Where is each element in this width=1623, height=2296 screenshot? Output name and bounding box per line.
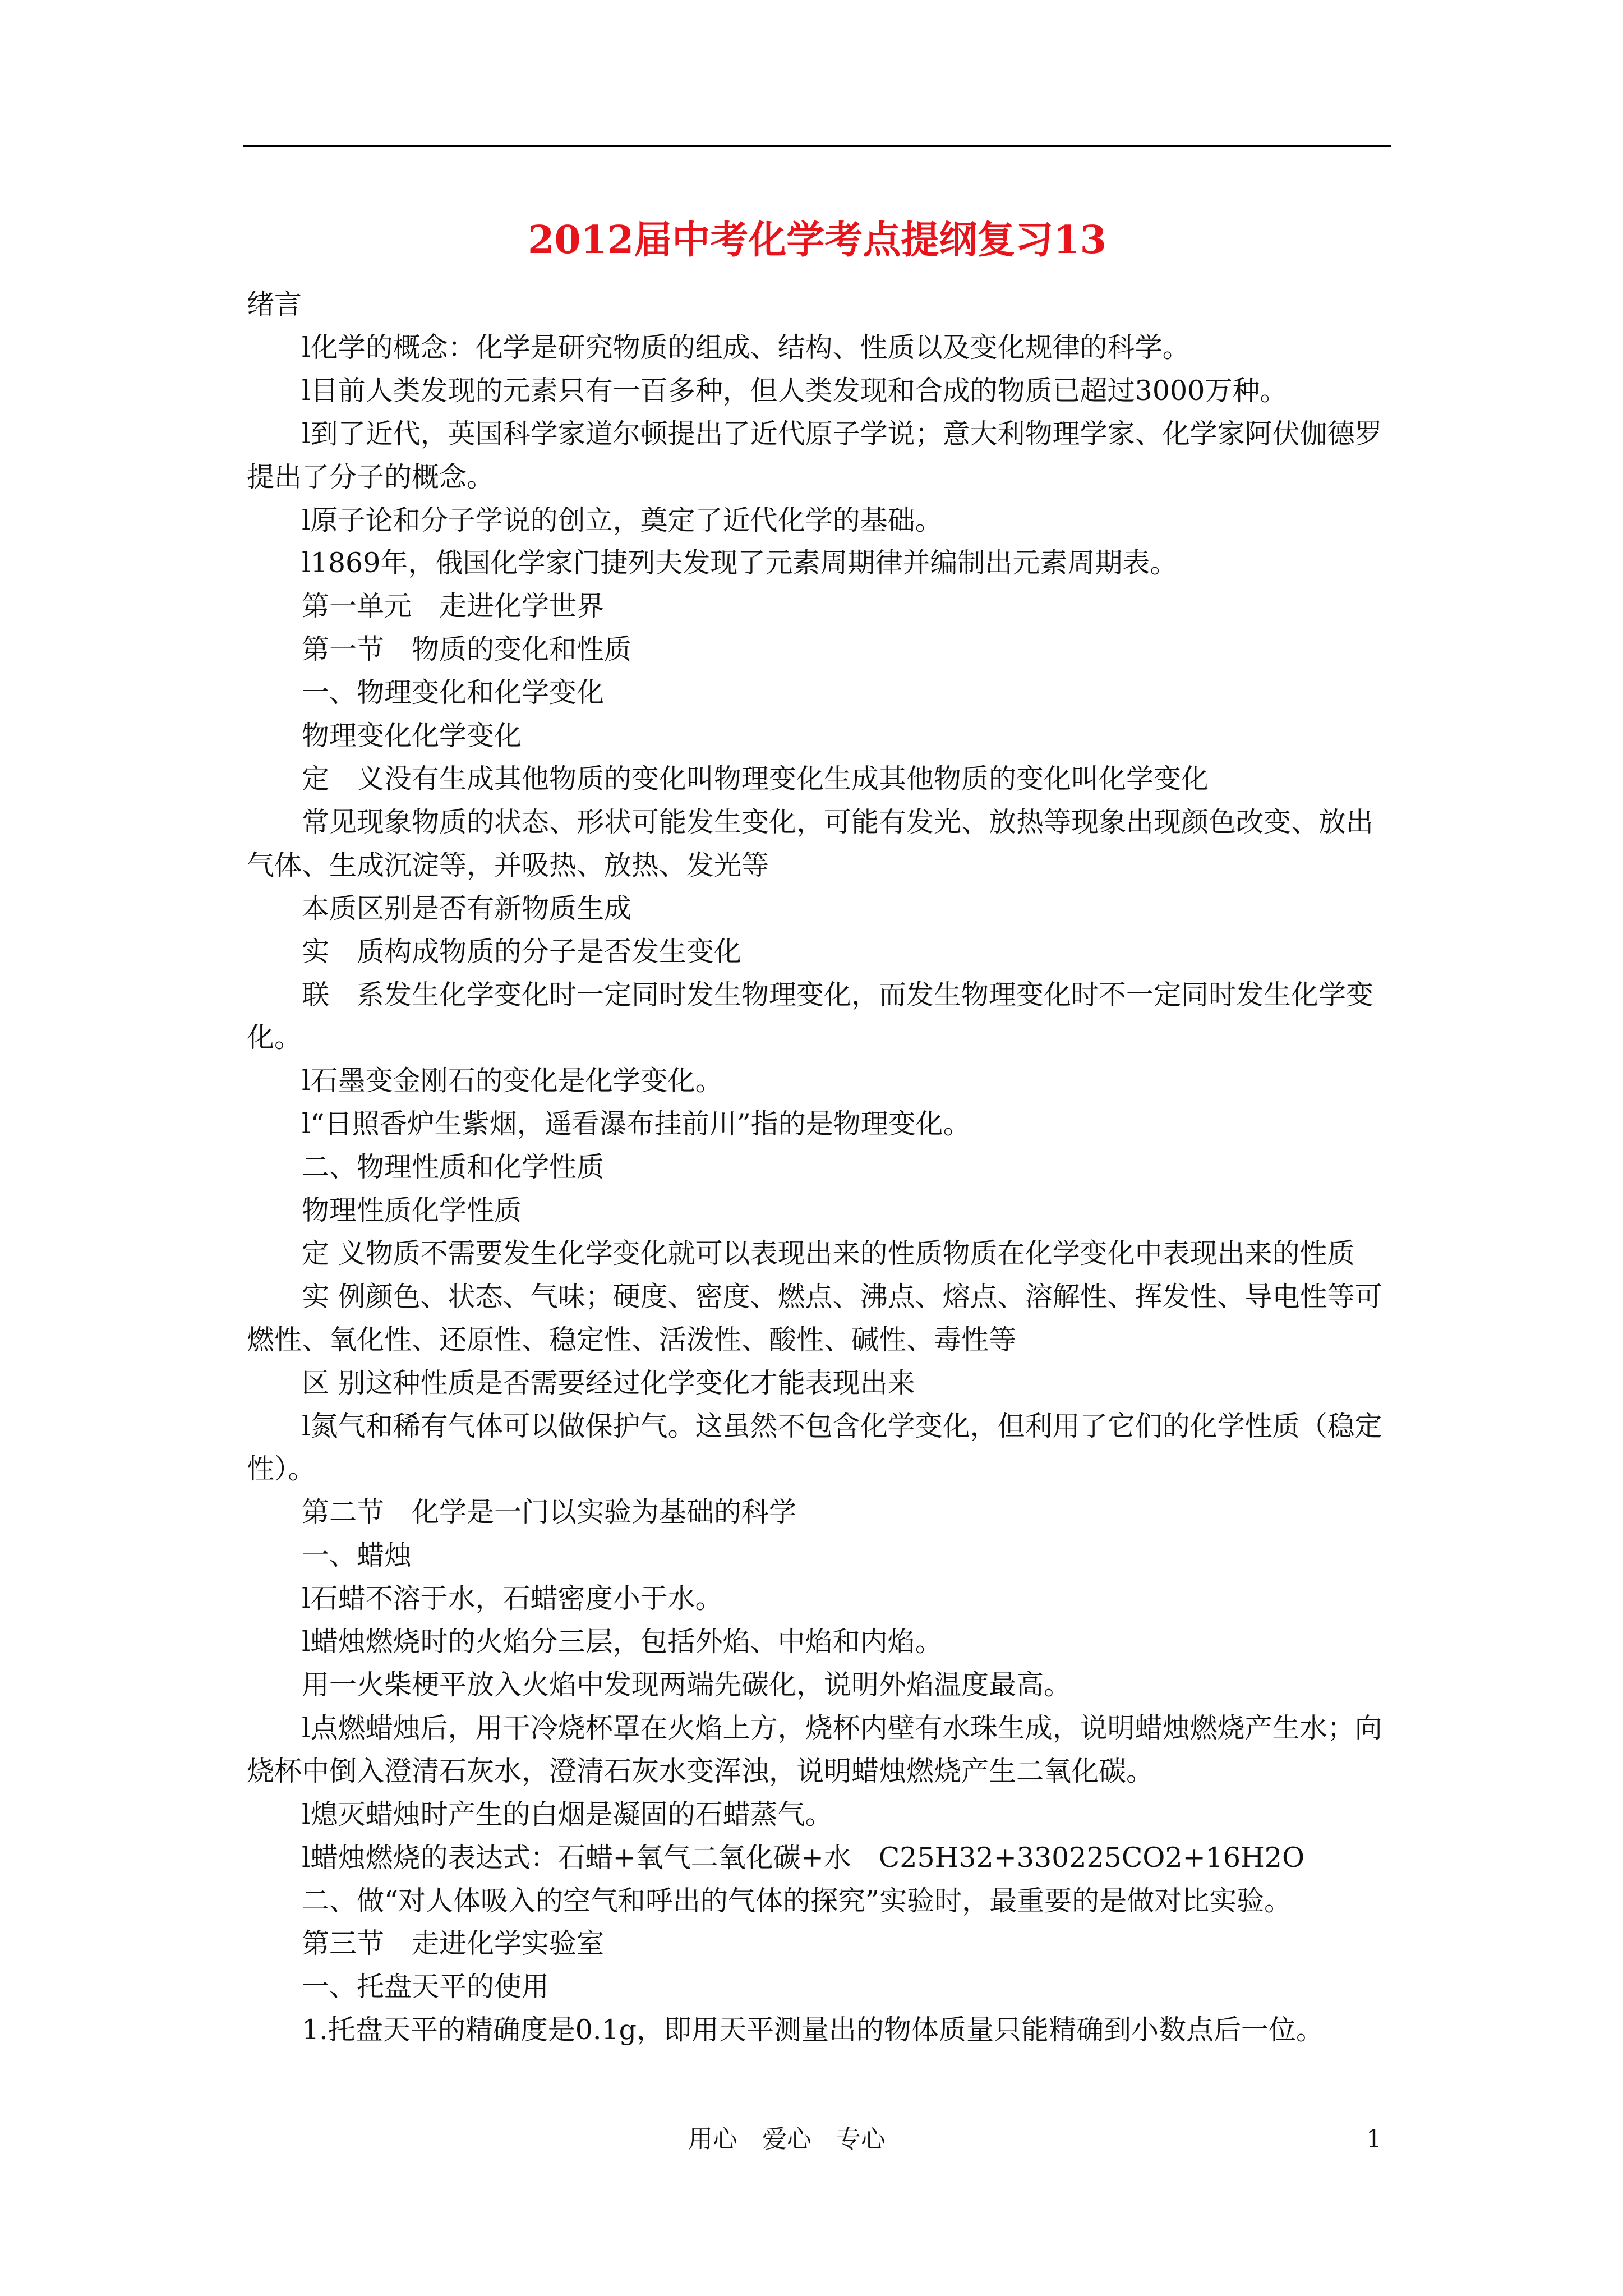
table-row-line: 定 义没有生成其他物质的变化叫物理变化生成其他物质的变化叫化学变化	[302, 762, 1209, 795]
table-row-line: 定 义物质不需要发生化学变化就可以表现出来的性质物质在化学变化中表现出来的性质	[302, 1237, 1355, 1269]
section-heading: 第三节 走进化学实验室	[302, 1927, 605, 1960]
section-heading: 绪言	[247, 288, 302, 320]
paragraph: l1869年，俄国化学家门捷列夫发现了元素周期律并编制出元素周期表。	[302, 547, 1178, 579]
paragraph: 二、做“对人体吸入的空气和呼出的气体的探究”实验时，最重要的是做对比实验。	[302, 1884, 1292, 1917]
paragraph: l目前人类发现的元素只有一百多种，但人类发现和合成的物质已超过3000万种。	[302, 374, 1288, 407]
footer-motto: 用心 爱心 专心	[688, 2125, 886, 2154]
table-row-line: 联 系发生化学变化时一定同时发生物理变化，而发生物理变化时不一定同时发生化学变化。	[247, 978, 1374, 1054]
section-heading: 第一节 物质的变化和性质	[302, 633, 632, 666]
paragraph: l蜡烛燃烧时的火焰分三层，包括外焰、中焰和内焰。	[302, 1626, 943, 1658]
unit-heading: 第一单元 走进化学世界	[302, 590, 605, 623]
section-heading: 第二节 化学是一门以实验为基础的科学	[302, 1496, 797, 1529]
table-row-line: 实 例颜色、状态、气味；硬度、密度、燃点、沸点、熔点、溶解性、挥发性、导电性等可燃性、氧化性、还原性、稳定性、活泼性、酸性、碱性、毒性等	[247, 1280, 1382, 1356]
table-row-line: 实 质构成物质的分子是否发生变化	[302, 935, 742, 968]
page-number: 1	[1366, 2125, 1382, 2154]
table-header-line: 物理变化化学变化	[302, 720, 522, 752]
subsection-heading: 一、蜡烛	[302, 1539, 412, 1572]
paragraph: l原子论和分子学说的创立，奠定了近代化学的基础。	[302, 504, 943, 536]
subsection-heading: 一、托盘天平的使用	[302, 1971, 550, 2003]
subsection-heading: 一、物理变化和化学变化	[302, 677, 605, 709]
table-row-line: 区 别这种性质是否需要经过化学变化才能表现出来	[302, 1366, 915, 1399]
header-rule	[243, 145, 1391, 147]
document-body	[247, 283, 1391, 2052]
paragraph: l氮气和稀有气体可以做保护气。这虽然不包含化学变化，但利用了它们的化学性质（稳定性）。	[247, 1410, 1382, 1485]
subsection-heading: 二、物理性质和化学性质	[302, 1151, 605, 1184]
paragraph: l蜡烛燃烧的表达式：石蜡+氧气二氧化碳+水 C25H32+330225CO2+16H2O	[302, 1841, 1305, 1874]
table-row-line: 常见现象物质的状态、形状可能发生变化，可能有发光、放热等现象出现颜色改变、放出气体、生成沉淀等，并吸热、放热、发光等	[247, 806, 1374, 881]
paragraph: l到了近代，英国科学家道尔顿提出了近代原子学说；意大利物理学家、化学家阿伏伽德罗提出了分子的概念。	[247, 417, 1382, 493]
paragraph: l石蜡不溶于水，石蜡密度小于水。	[302, 1582, 723, 1615]
paragraph: l石墨变金刚石的变化是化学变化。	[302, 1065, 723, 1097]
paragraph: 1.托盘天平的精确度是0.1g，即用天平测量出的物体质量只能精确到小数点后一位。	[302, 2014, 1324, 2046]
document-title: 2012届中考化学考点提纲复习13	[528, 218, 1106, 263]
paragraph: l点燃蜡烛后，用干冷烧杯罩在火焰上方，烧杯内壁有水珠生成，说明蜡烛燃烧产生水；向烧杯中倒入澄清石灰水，澄清石灰水变浑浊，说明蜡烛燃烧产生二氧化碳。	[247, 1711, 1382, 1787]
paragraph: l化学的概念：化学是研究物质的组成、结构、性质以及变化规律的科学。	[302, 331, 1190, 364]
paragraph: l熄灭蜡烛时产生的白烟是凝固的石蜡蒸气。	[302, 1798, 833, 1830]
table-row-line: 本质区别是否有新物质生成	[302, 892, 632, 924]
paragraph: l“日照香炉生紫烟，遥看瀑布挂前川”指的是物理变化。	[302, 1108, 971, 1140]
paragraph: 用一火柴梗平放入火焰中发现两端先碳化，说明外焰温度最高。	[302, 1669, 1072, 1701]
table-header-line: 物理性质化学性质	[302, 1194, 522, 1227]
